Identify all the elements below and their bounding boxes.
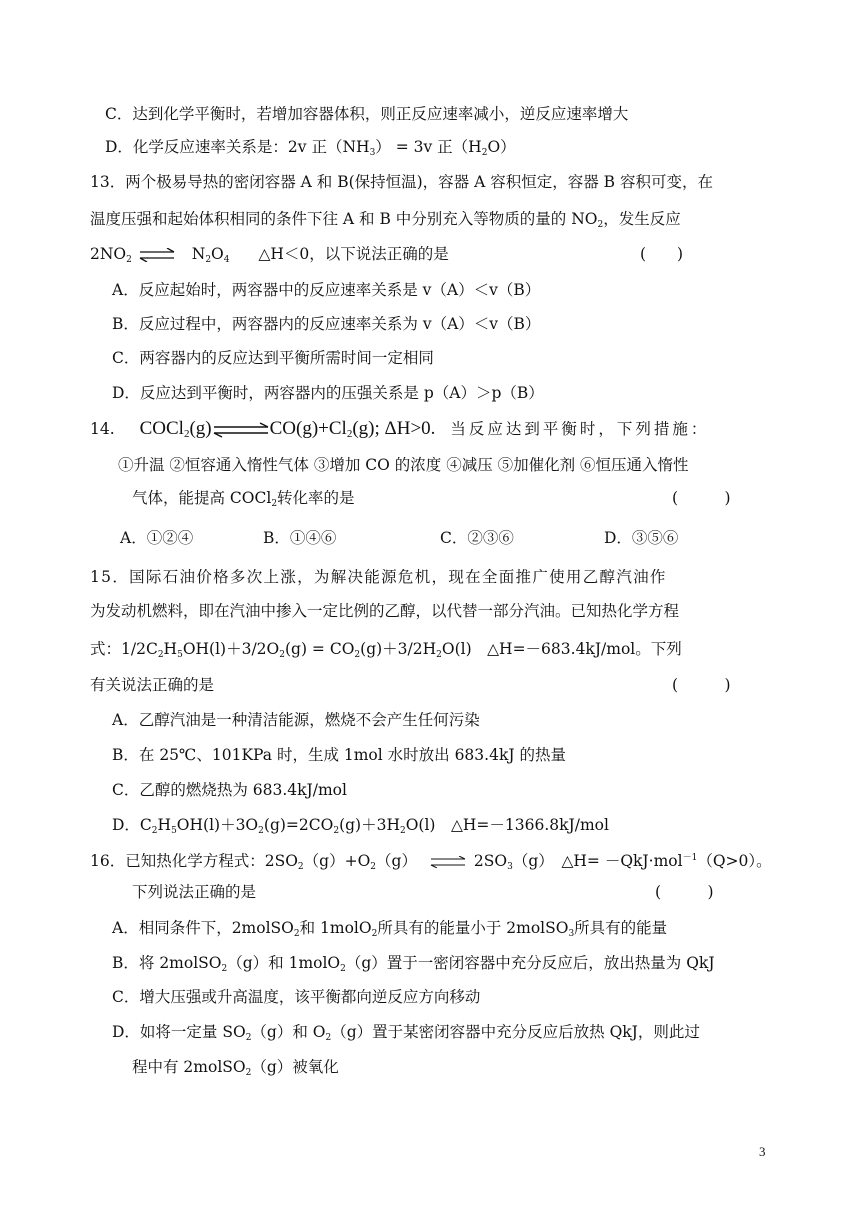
q14-option-a: A．①②④ [120, 529, 194, 547]
q12-option-d: D．化学反应速率关系是：2v 正$(NH_3) = 3v$ 正$(H_2O)$ [105, 138, 516, 158]
q14-equation: COCl$_2$(g) $CO(g)+Cl_2(g)$; ΔH>0. [139, 418, 436, 440]
q15-stem-line3: 式：$1/2C_2H_5OH(l)+3/2O_2(g) = CO_2(g)+3/2H_2O(l)$ △H=－683.4kJ/mol。下列 [90, 640, 682, 660]
q14-option-d: D．③⑤⑥ [604, 529, 679, 547]
q16-answer-bracket: ( ) [655, 883, 714, 901]
page-number: 3 [759, 1144, 766, 1159]
q12-option-c: C．达到化学平衡时，若增加容器体积，则正反应速率减小，逆反应速率增大 [105, 105, 629, 123]
q13-option-b: B．反应过程中，两容器内的反应速率关系为 v（A）＜v（B） [112, 315, 541, 333]
q16-option-c: C．增大压强或升高温度，该平衡都向逆反应方向移动 [112, 988, 481, 1006]
q14-stem-line3: 气体，能提高 COCl$_2$转化率的是 [132, 489, 355, 509]
q16-stem-line1: 16．已知热化学方程式：$2SO_2(g)+O_2(g)$ $2SO_3(g)$ △H= －QkJ·mol$^{-1}$（Q>0）。 [90, 852, 772, 872]
q14-stem-line1: 14. COCl$_2$(g) $CO(g)+Cl_2(g)$; ΔH>0. 当反应达到平衡时，下列措施： [90, 418, 710, 440]
equilibrium-arrow-icon [212, 422, 270, 438]
q13-option-c: C．两容器内的反应达到平衡所需时间一定相同 [112, 349, 434, 367]
equilibrium-arrow-icon [428, 856, 468, 868]
q15-option-c: C．乙醇的燃烧热为 683.4kJ/mol [112, 781, 347, 799]
q15-stem-line2: 为发动机燃料，即在汽油中掺入一定比例的乙醇，以代替一部分汽油。已知热化学方程 [90, 602, 680, 620]
q16-option-d: D．如将一定量 $SO_2(g)$和 $O_2(g)$置于某密闭容器中充分反应后放热 QkJ，则此过 [112, 1023, 700, 1043]
q13-answer-bracket: ( ) [640, 245, 684, 263]
q15-option-d: D．$C_2H_5OH(l)+3O_2(g)=2CO_2(g)+3H_2O(l)$ △H=－1366.8kJ/mol [112, 816, 609, 836]
q15-stem-line1: 15．国际石油价格多次上涨，为解决能源危机，现在全面推广使用乙醇汽油作 [90, 568, 667, 586]
q16-option-a: A．相同条件下，2molSO$_2$和 1molO$_2$所具有的能量小于 2molSO$_3$所具有的能量 [112, 919, 668, 939]
q15-answer-bracket: ( ) [672, 676, 731, 694]
q13-option-d: D．反应达到平衡时，两容器内的压强关系是 p（A）＞p（B） [112, 384, 544, 402]
q14-option-b: B．①④⑥ [263, 529, 337, 547]
q14-stem-line2: ①升温 ②恒容通入惰性气体 ③增加 CO 的浓度 ④减压 ⑤加催化剂 ⑥恒压通入惰性 [118, 456, 689, 474]
q14-answer-bracket: ( ) [672, 489, 731, 507]
q16-stem-line2: 下列说法正确的是 [132, 883, 257, 901]
equilibrium-arrow-icon [137, 248, 177, 262]
q13-stem-line1: 13．两个极易导热的密闭容器 A 和 B(保持恒温)，容器 A 容积恒定，容器 B 容积可变，在 [90, 173, 713, 191]
q13-stem-line3: $2NO_2$ $N_2O_4$ △H＜0，以下说法正确的是 [90, 245, 449, 265]
q15-option-b: B．在 25℃、101KPa 时，生成 1mol 水时放出 683.4kJ 的热量 [112, 746, 566, 764]
q14-option-c: C．②③⑥ [440, 529, 514, 547]
q15-stem-line4: 有关说法正确的是 [90, 676, 215, 694]
q16-option-d-cont: 程中有 2molSO$_2$（g）被氧化 [132, 1058, 339, 1078]
q13-stem-line2: 温度压强和起始体积相同的条件下往 A 和 B 中分别充入等物质的量的 $NO_2$，发生反应 [90, 210, 681, 230]
q13-option-a: A．反应起始时，两容器中的反应速率关系是 v（A）＜v（B） [112, 281, 541, 299]
q16-option-b: B．将 2molSO$_2$（g）和 1molO$_2$（g）置于一密闭容器中充分反应后，放出热量为 QkJ [112, 954, 715, 974]
q15-option-a: A．乙醇汽油是一种清洁能源，燃烧不会产生任何污染 [112, 711, 480, 729]
